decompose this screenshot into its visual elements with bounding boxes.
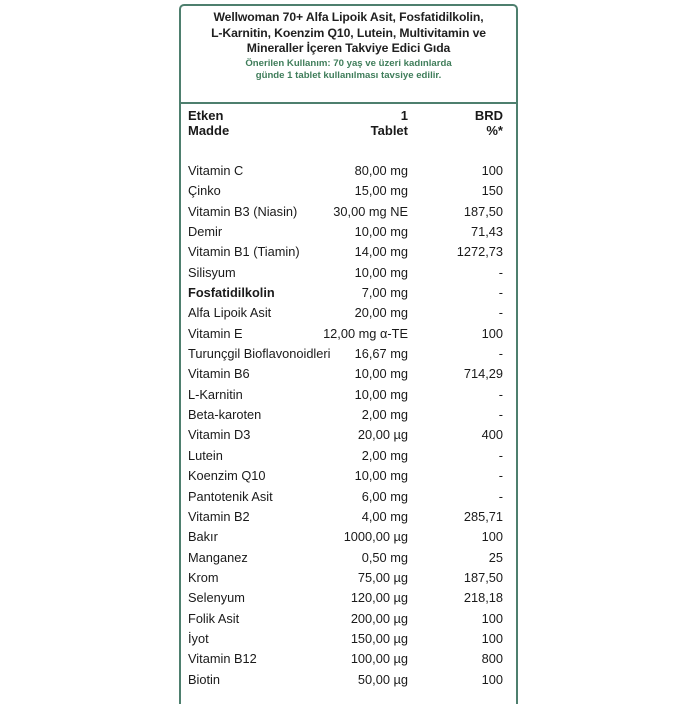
usage-line: Önerilen Kullanım: 70 yaş ve üzeri kadınlarda bbox=[245, 57, 452, 69]
amount-per-tablet: 6,00 mg bbox=[361, 488, 408, 504]
table-row bbox=[181, 548, 516, 568]
rda-percent: - bbox=[498, 407, 503, 423]
amount-per-tablet: 12,00 mg α-TE bbox=[323, 325, 408, 341]
table-row bbox=[181, 344, 516, 364]
amount-per-tablet: 20,00 µg bbox=[357, 427, 408, 443]
ingredient-name: İyot bbox=[188, 630, 209, 646]
amount-per-tablet: 10,00 mg bbox=[354, 366, 408, 382]
ingredient-name: Koenzim Q10 bbox=[188, 468, 266, 484]
amount-per-tablet: 50,00 µg bbox=[357, 671, 408, 687]
label-header bbox=[181, 6, 516, 104]
amount-per-tablet: 150,00 µg bbox=[350, 630, 408, 646]
ingredient-name: Vitamin B3 (Niasin) bbox=[188, 203, 298, 219]
amount-per-tablet: 14,00 mg bbox=[354, 244, 408, 260]
usage-line: günde 1 tablet kullanılması tavsiye edilir. bbox=[255, 70, 442, 81]
ingredient-name: Biotin bbox=[188, 671, 221, 687]
rda-percent: 100 bbox=[481, 671, 503, 687]
table-row bbox=[181, 629, 516, 649]
ingredient-name: Demir bbox=[188, 224, 223, 240]
rda-percent: 100 bbox=[481, 325, 503, 341]
rda-percent: 1272,73 bbox=[456, 244, 503, 260]
amount-per-tablet: 200,00 µg bbox=[350, 610, 408, 626]
ingredient-name: Krom bbox=[188, 569, 219, 585]
ingredient-name: Vitamin B12 bbox=[188, 651, 257, 667]
amount-per-tablet: 80,00 mg bbox=[354, 163, 408, 178]
rda-percent: 218,18 bbox=[463, 590, 503, 606]
table-row bbox=[181, 364, 516, 384]
amount-per-tablet: 10,00 mg bbox=[354, 386, 408, 402]
rda-percent: - bbox=[498, 346, 503, 362]
rda-percent: - bbox=[498, 386, 503, 402]
ingredient-name: Selenyum bbox=[188, 590, 245, 606]
rda-percent: 100 bbox=[481, 630, 503, 646]
ingredient-name: Vitamin B6 bbox=[188, 366, 250, 382]
table-row bbox=[181, 303, 516, 323]
title-line: Mineraller İçeren Takviye Edici Gıda bbox=[246, 41, 451, 55]
ingredient-name: Vitamin E bbox=[188, 325, 243, 341]
rda-percent: 800 bbox=[481, 651, 503, 667]
amount-per-tablet: 100,00 µg bbox=[350, 651, 408, 667]
amount-per-tablet: 20,00 mg bbox=[354, 305, 408, 321]
ingredient-table-body bbox=[181, 161, 516, 690]
amount-per-tablet: 30,00 mg NE bbox=[333, 203, 408, 219]
amount-per-tablet: 75,00 µg bbox=[357, 569, 408, 585]
amount-per-tablet: 10,00 mg bbox=[354, 224, 408, 240]
table-row bbox=[181, 263, 516, 283]
table-row bbox=[181, 588, 516, 608]
rda-percent: - bbox=[498, 468, 503, 484]
ingredient-name: Fosfatidilkolin bbox=[188, 285, 275, 301]
amount-per-tablet: 10,00 mg bbox=[354, 264, 408, 280]
ingredient-name: L-Karnitin bbox=[188, 386, 243, 402]
ingredient-name: Vitamin C bbox=[188, 163, 244, 178]
ingredient-name: Pantotenik Asit bbox=[188, 488, 273, 504]
rda-percent: - bbox=[498, 488, 503, 504]
product-title bbox=[181, 6, 516, 57]
rda-percent: 400 bbox=[481, 427, 503, 443]
table-row bbox=[181, 405, 516, 425]
rda-percent: 714,29 bbox=[463, 366, 503, 382]
title-line: L-Karnitin, Koenzim Q10, Lutein, Multivitamin ve bbox=[211, 25, 486, 40]
table-row bbox=[181, 670, 516, 690]
table-row bbox=[181, 161, 516, 181]
table-row bbox=[181, 242, 516, 262]
table-row bbox=[181, 385, 516, 405]
rda-percent: 100 bbox=[481, 610, 503, 626]
rda-percent: 187,50 bbox=[463, 203, 503, 219]
table-row bbox=[181, 649, 516, 669]
table-row bbox=[181, 487, 516, 507]
column-header-amount: 1 Tablet bbox=[370, 108, 408, 138]
table-row bbox=[181, 609, 516, 629]
ingredient-name: Vitamin D3 bbox=[188, 427, 251, 443]
table-row bbox=[181, 222, 516, 242]
ingredient-name: Vitamin B2 bbox=[188, 508, 250, 524]
amount-per-tablet: 16,67 mg bbox=[354, 346, 408, 362]
ingredient-name: Folik Asit bbox=[188, 610, 240, 626]
table-row bbox=[181, 507, 516, 527]
rda-percent: - bbox=[498, 264, 503, 280]
rda-percent: 71,43 bbox=[470, 224, 503, 240]
rda-percent: 100 bbox=[481, 163, 503, 178]
amount-per-tablet: 7,00 mg bbox=[361, 285, 408, 301]
amount-per-tablet: 10,00 mg bbox=[354, 468, 408, 484]
ingredient-name: Turunçgil Bioflavonoidleri bbox=[188, 346, 331, 362]
ingredient-name: Çinko bbox=[188, 183, 221, 199]
rda-percent: - bbox=[498, 305, 503, 321]
table-header bbox=[181, 104, 516, 144]
table-row bbox=[181, 527, 516, 547]
ingredient-name: Vitamin B1 (Tiamin) bbox=[188, 244, 300, 260]
amount-per-tablet: 120,00 µg bbox=[350, 590, 408, 606]
rda-percent: 187,50 bbox=[463, 569, 503, 585]
amount-per-tablet: 4,00 mg bbox=[361, 508, 408, 524]
table-row bbox=[181, 568, 516, 588]
ingredient-name: Lutein bbox=[188, 447, 223, 463]
ingredient-name: Silisyum bbox=[188, 264, 236, 280]
amount-per-tablet: 1000,00 µg bbox=[343, 529, 408, 545]
column-header-rda: BRD %* bbox=[474, 108, 503, 138]
ingredient-name: Beta-karoten bbox=[188, 407, 262, 423]
table-row bbox=[181, 202, 516, 222]
amount-per-tablet: 15,00 mg bbox=[354, 183, 408, 199]
supplement-facts-panel bbox=[179, 4, 518, 704]
rda-percent: 100 bbox=[481, 529, 503, 545]
rda-percent: - bbox=[498, 447, 503, 463]
rda-percent: 25 bbox=[488, 549, 503, 565]
ingredient-name: Alfa Lipoik Asit bbox=[188, 305, 272, 321]
rda-percent: 150 bbox=[481, 183, 503, 199]
ingredient-name: Bakır bbox=[188, 529, 218, 545]
table-row bbox=[181, 466, 516, 486]
column-header-ingredient: Etken Madde bbox=[188, 108, 230, 138]
table-row bbox=[181, 425, 516, 445]
ingredient-name: Manganez bbox=[188, 549, 248, 565]
amount-per-tablet: 2,00 mg bbox=[361, 447, 408, 463]
table-row bbox=[181, 181, 516, 201]
amount-per-tablet: 2,00 mg bbox=[361, 407, 408, 423]
table-row bbox=[181, 446, 516, 466]
usage-recommendation bbox=[181, 57, 516, 83]
amount-per-tablet: 0,50 mg bbox=[361, 549, 408, 565]
title-line: Wellwoman 70+ Alfa Lipoik Asit, Fosfatidilkolin, bbox=[213, 10, 484, 24]
rda-percent: 285,71 bbox=[463, 508, 503, 524]
table-row bbox=[181, 324, 516, 344]
table-row bbox=[181, 283, 516, 303]
rda-percent: - bbox=[498, 285, 503, 301]
